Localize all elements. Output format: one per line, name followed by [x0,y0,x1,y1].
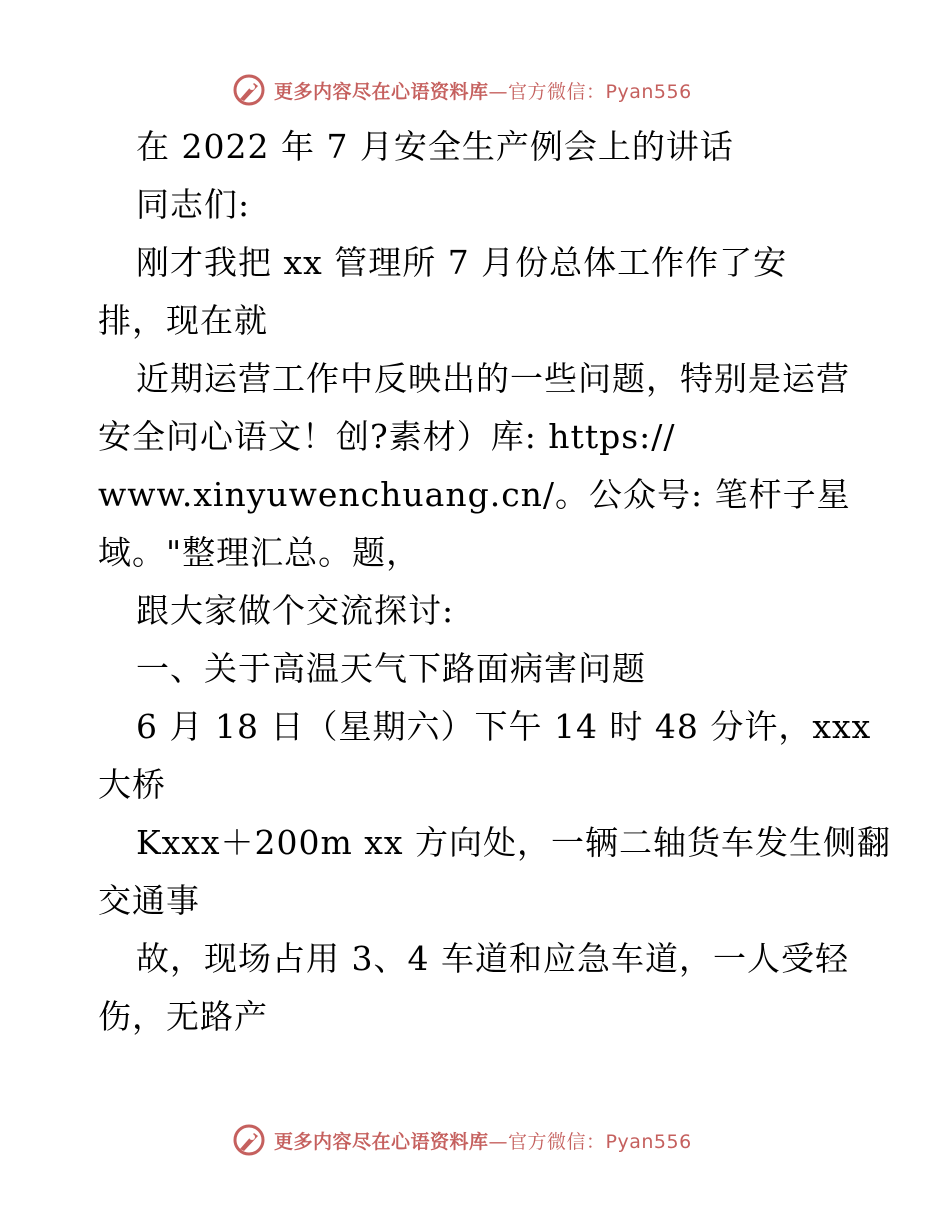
watermark-separator: — [488,80,509,103]
header-watermark [232,70,692,110]
document-line: 跟大家做个交流探讨: [136,591,455,630]
document-line: 同志们: [136,185,251,224]
watermark-wechat-text: 官方微信：Pyan556 [508,1130,692,1153]
document-line: Kxxx＋200m xx 方向处，一辆二轴货车发生侧翻 [136,823,891,862]
document-line: 刚才我把 xx 管理所 7 月份总体工作作了安 [136,243,788,282]
watermark-text [274,77,692,104]
watermark-separator: — [488,1130,509,1153]
watermark-site-text: 更多内容尽在心语资料库 [274,1130,489,1153]
document-line: www.xinyuwenchuang.cn/。公众号: 笔杆子星 [98,475,851,514]
pen-logo-icon [232,1123,266,1157]
document-line: 安全问心语文！创?素材）库: https:// [98,417,676,456]
footer-watermark [232,1120,692,1160]
document-line: 6 月 18 日（星期六）下午 14 时 48 分许，xxx [136,707,872,746]
pen-logo-icon [232,73,266,107]
document-line: 近期运营工作中反映出的一些问题，特别是运营 [136,359,850,398]
document-line: 排，现在就 [98,301,268,340]
document-line: 伤，无路产 [98,997,268,1036]
watermark-site-text: 更多内容尽在心语资料库 [274,80,489,103]
section-heading: 一、关于高温天气下路面病害问题 [136,649,646,688]
document-line: 故，现场占用 3、4 车道和应急车道，一人受轻 [136,939,849,978]
document-line: 域。"整理汇总。题， [98,533,421,572]
document-title: 在 2022 年 7 月安全生产例会上的讲话 [136,127,734,166]
document-line: 交通事 [98,881,200,920]
watermark-text [274,1127,692,1154]
document-line: 大桥 [98,765,166,804]
watermark-wechat-text: 官方微信：Pyan556 [508,80,692,103]
